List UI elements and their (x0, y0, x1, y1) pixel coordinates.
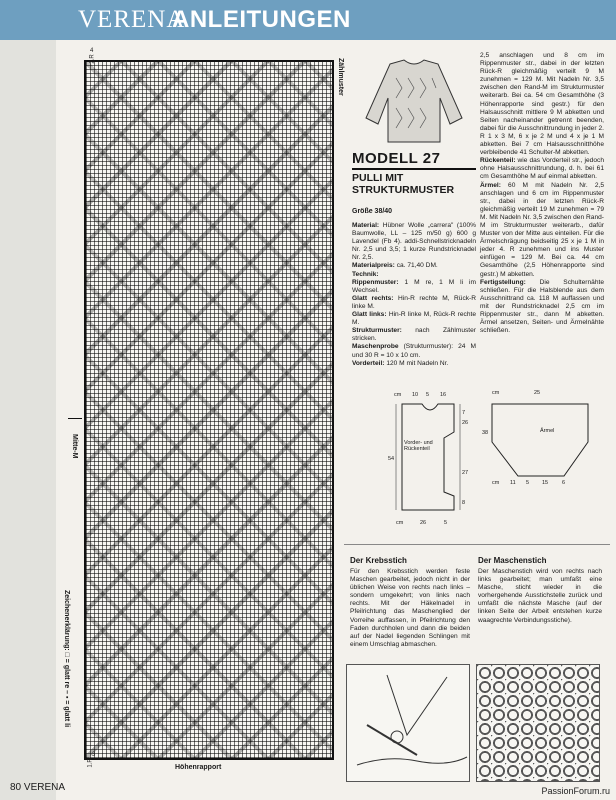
sf-26-bottom: 26 (420, 520, 427, 526)
tick-top-4: 4 (90, 48, 94, 54)
model-size: Größe 38/40 (352, 208, 393, 215)
ss-25: 25 (534, 390, 541, 396)
price-text: ca. 71,40 DM. (394, 262, 438, 270)
ss-6: 6 (562, 480, 566, 486)
sf-16: 16 (440, 392, 447, 398)
gauge-text: (Strukturmuster): 24 M und 30 R = 10 x 10 cm. (352, 343, 476, 359)
page-margin (0, 40, 56, 800)
front-back-schematic (382, 392, 472, 522)
finishing-text: Die Schulternähte schließen. Für die Halsblende aus dem Ausschnittrand ca. 118 M auffassen und mit der Rundstricknadel 2,5 cm im Rippenmuster str., dann M abketten. Ärmel ansetzen, Seiten- und Ärmelnähte schließen. (480, 278, 604, 335)
front-continued-text: 2,5 anschlagen und 8 cm im Rippenmuster str., dabei in der letzten Rück-R gleichmäßig verteilt 9 M zunehmen = 129 M. Mit Nadeln Nr. 3,5 zwischen den Rand-M im Strukturmuster weiterarb. Bei ca. 54 cm Gesamthöhe (3 Höhenrapporte sind gestr.) für den Halsausschnitt mittlere 9 M abketten und Seiten nacheinander getrennt beenden, dabei für die Ausschnittrundung in jeder 2. R 1 x 3 M, 6 x je 2 M und 4 x je 1 M abketten. Bei 7 cm Halsausschnitthöhe verbleibende 41 Schulter-M abketten. (480, 52, 604, 157)
page-header (0, 0, 616, 40)
sf-54: 54 (388, 456, 395, 462)
instructions-column-2 (480, 52, 604, 335)
ss-5: 5 (526, 480, 530, 486)
sf-cm-top: cm (394, 392, 402, 398)
model-title: MODELL 27 (352, 150, 441, 167)
maschen-title: Der Maschenstich (478, 556, 547, 565)
tick-bottom-3: 3 (92, 752, 96, 758)
back-label: Rückenteil: (480, 157, 516, 165)
ss-cm-bottom: cm (492, 480, 500, 486)
ss-label: Ärmel (540, 428, 555, 434)
maschen-illustration (476, 664, 600, 782)
technique-label: Technik: (352, 270, 379, 278)
ss-38: 38 (482, 430, 489, 436)
section-title: ANLEITUNGEN (172, 6, 351, 33)
krebs-illustration (346, 664, 470, 782)
ss-15: 15 (542, 480, 549, 486)
back-text: wie das Vorderteil str., jedoch ohne Halsausschnittrundung, d. h. bei 61 cm Gesamthöhe M auf einmal abketten. (480, 157, 604, 181)
chart-legend: Zeichenerklärung: □ = glatt re – ▪ = glatt li (63, 590, 70, 728)
ss-11: 11 (510, 480, 516, 486)
stockinette-label: Glatt rechts: (352, 294, 394, 302)
sf-10: 10 (412, 392, 419, 398)
mid-arrow (68, 418, 82, 419)
sleeve-schematic (488, 392, 598, 492)
sleeve-text: 60 M mit Nadeln Nr. 2,5 anschlagen und 6 cm im Rippenmuster str., dabei in der letzten Rück-R gleichmäßig verteilt 19 M zunehmen = 79 M. Mit Nadeln Nr. 3,5 zwischen den Rand-M im Strukturmuster weiterarb., dafür Muster von der Mitte aus einteilen. Für die Ärmelschrägung beidseitig 25 x je 1 M in jeder 4. R zunehmen und ins Muster einfügen = 129 M. Bei ca. 44 cm Gesamthöhe (2,5 Höhenrapporte sind gestr.) M abketten. (480, 181, 604, 278)
krebs-text: Für den Krebsstich werden feste Maschen gearbeitet, jedoch nicht in der üblichen Weise von rechts nach links – sondern umgekehrt; von links nach rechts. Mit der Häkelnadel in Pfeilrichtung das Maschenglied der Vorreihe auffassen, in Pfeilrichtung den Faden durchholen und dann die beiden auf der Nadel liegenden Schlingen mit einem Umschlag abmaschen. (350, 568, 470, 648)
sf-label: Vorder- und Rückenteil (404, 440, 433, 452)
page-number: 80 VERENA (10, 782, 66, 793)
structure-label: Strukturmuster: (352, 327, 402, 335)
chart-mid-label: Mitte-M (71, 434, 78, 459)
rib-label: Rippenmuster: (352, 278, 399, 286)
sf-5-bottom: 5 (444, 520, 448, 526)
front-label: Vorderteil: (352, 359, 385, 367)
title-rule (352, 168, 476, 170)
structure-text: nach Zählmuster stricken. (352, 327, 476, 343)
reverse-label: Glatt links: (352, 311, 387, 319)
sweater-sketch (352, 58, 476, 144)
model-subtitle: PULLI MIT STRUKTURMUSTER (352, 172, 455, 196)
chart-bottom-label: Höhenrapport (175, 764, 222, 771)
sf-8: 8 (462, 500, 466, 506)
instructions-column-1 (352, 222, 476, 368)
sf-cm-bottom: cm (396, 520, 404, 526)
tick-bottom-1r: 1.R (87, 758, 94, 768)
rib-text: 1 M re, 1 M li im Wechsel. (352, 278, 476, 294)
chart-grid (84, 60, 334, 760)
sf-5: 5 (426, 392, 430, 398)
stockinette-text: Hin-R rechte M, Rück-R linke M. (352, 294, 477, 310)
sleeve-label: Ärmel: (480, 181, 501, 189)
brand-logo: VERENA (78, 6, 186, 33)
ss-cm-top: cm (492, 390, 500, 396)
material-label: Material: (352, 222, 380, 229)
knitting-chart (84, 60, 334, 760)
sf-7: 7 (462, 410, 466, 416)
tick-top-2r: 2.R (89, 54, 96, 64)
sf-27: 27 (462, 470, 469, 476)
section-divider (344, 544, 610, 545)
gauge-label: Maschenprobe (352, 343, 399, 351)
material-text: Hübner Wolle „carrera" (100% Baumwolle, LL – 125 m/50 g) 600 g Lavendel (Fb 4). addi-Schnellstricknadeln Nr. 2,5 und 3,5; 1 kurze Rundstricknadel Nr. 2,5. (352, 222, 476, 262)
front-text: 120 M mit Nadeln Nr. (384, 359, 449, 367)
site-watermark: PassionForum.ru (541, 786, 610, 796)
price-label: Materialpreis: (352, 262, 395, 270)
maschen-text: Der Maschenstich wird von rechts nach links gearbeitet; man umfaßt eine Masche, sticht wieder in die vorhergehende Ausstichstelle zurück und umfaßt die nächste Masche (auf der linken Seite der Arbeit entstehen kurze waagrechte Verbindungsstiche). (478, 568, 602, 624)
finishing-label: Fertigstellung: (480, 278, 526, 286)
chart-right-label: Zählmuster (337, 58, 344, 96)
sf-26: 26 (462, 420, 469, 426)
reverse-text: Hin-R linke M, Rück-R rechte M. (352, 311, 476, 327)
krebs-title: Der Krebsstich (350, 556, 407, 565)
